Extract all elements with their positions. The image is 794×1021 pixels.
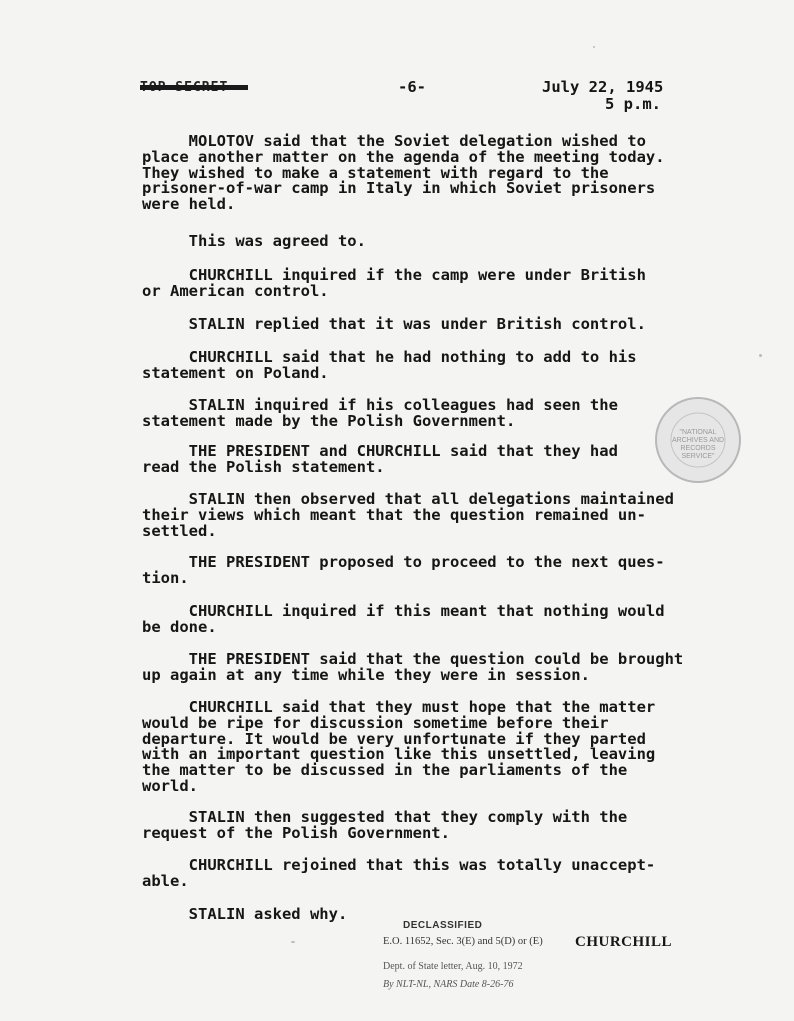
paragraph: STALIN asked why. bbox=[142, 905, 348, 923]
paper-speck bbox=[593, 46, 595, 48]
classification-strikeout bbox=[140, 85, 248, 90]
paper-speck bbox=[291, 941, 295, 943]
paragraph: STALIN then observed that all delegations maintained their views which meant that the question remained un- settled. bbox=[142, 490, 674, 540]
svg-text:RECORDS: RECORDS bbox=[680, 445, 716, 452]
paragraph: STALIN inquired if his colleagues had seen the statement made by the Polish Government. bbox=[142, 396, 618, 430]
svg-text:ARCHIVES AND: ARCHIVES AND bbox=[671, 437, 725, 444]
state-letter-line: Dept. of State letter, Aug. 10, 1972 bbox=[383, 961, 523, 972]
paragraph: This was agreed to. bbox=[142, 232, 366, 250]
executive-order-line: E.O. 11652, Sec. 3(E) and 5(D) or (E) bbox=[383, 936, 543, 947]
svg-text:SERVICE": SERVICE" bbox=[681, 453, 715, 460]
paper-speck bbox=[759, 354, 762, 357]
paragraph: MOLOTOV said that the Soviet delegation wished to place another matter on the agenda of the meeting today. They wished to make a statement with regard to the prisoner-of-war camp in Italy in which Soviet prisoners were held. bbox=[142, 132, 665, 214]
paragraph: CHURCHILL said that they must hope that the matter would be ripe for discussion sometime before their departure. It would be very unfortunate if they parted with an important question like this unsettled, leaving the matter to be discussed in the parliaments of the world. bbox=[142, 698, 656, 795]
svg-text:"NATIONAL: "NATIONAL bbox=[679, 429, 717, 436]
classification-stamp bbox=[140, 76, 248, 98]
meeting-time: 5 p.m. bbox=[605, 95, 661, 113]
paragraph: STALIN replied that it was under British control. bbox=[142, 315, 646, 333]
paragraph: CHURCHILL rejoined that this was totally unaccept- able. bbox=[142, 856, 656, 890]
meeting-date: July 22, 1945 bbox=[542, 78, 664, 96]
page-number: -6- bbox=[398, 78, 426, 96]
declassified-label: DECLASSIFIED bbox=[403, 920, 483, 931]
next-speaker-catchword: CHURCHILL bbox=[575, 934, 673, 950]
paragraph: THE PRESIDENT said that the question could be brought up again at any time while they were in session. bbox=[142, 650, 684, 684]
truman-library-seal bbox=[654, 396, 742, 484]
paragraph: STALIN then suggested that they comply with the request of the Polish Government. bbox=[142, 808, 628, 842]
paragraph: THE PRESIDENT and CHURCHILL said that they had read the Polish statement. bbox=[142, 442, 618, 476]
paragraph: THE PRESIDENT proposed to proceed to the next ques- tion. bbox=[142, 553, 665, 587]
nars-by-line: By NLT-NL, NARS Date 8-26-76 bbox=[383, 979, 514, 990]
paragraph: CHURCHILL inquired if this meant that nothing would be done. bbox=[142, 602, 665, 636]
paragraph: CHURCHILL inquired if the camp were under British or American control. bbox=[142, 266, 646, 300]
paragraph: CHURCHILL said that he had nothing to add to his statement on Poland. bbox=[142, 348, 637, 382]
